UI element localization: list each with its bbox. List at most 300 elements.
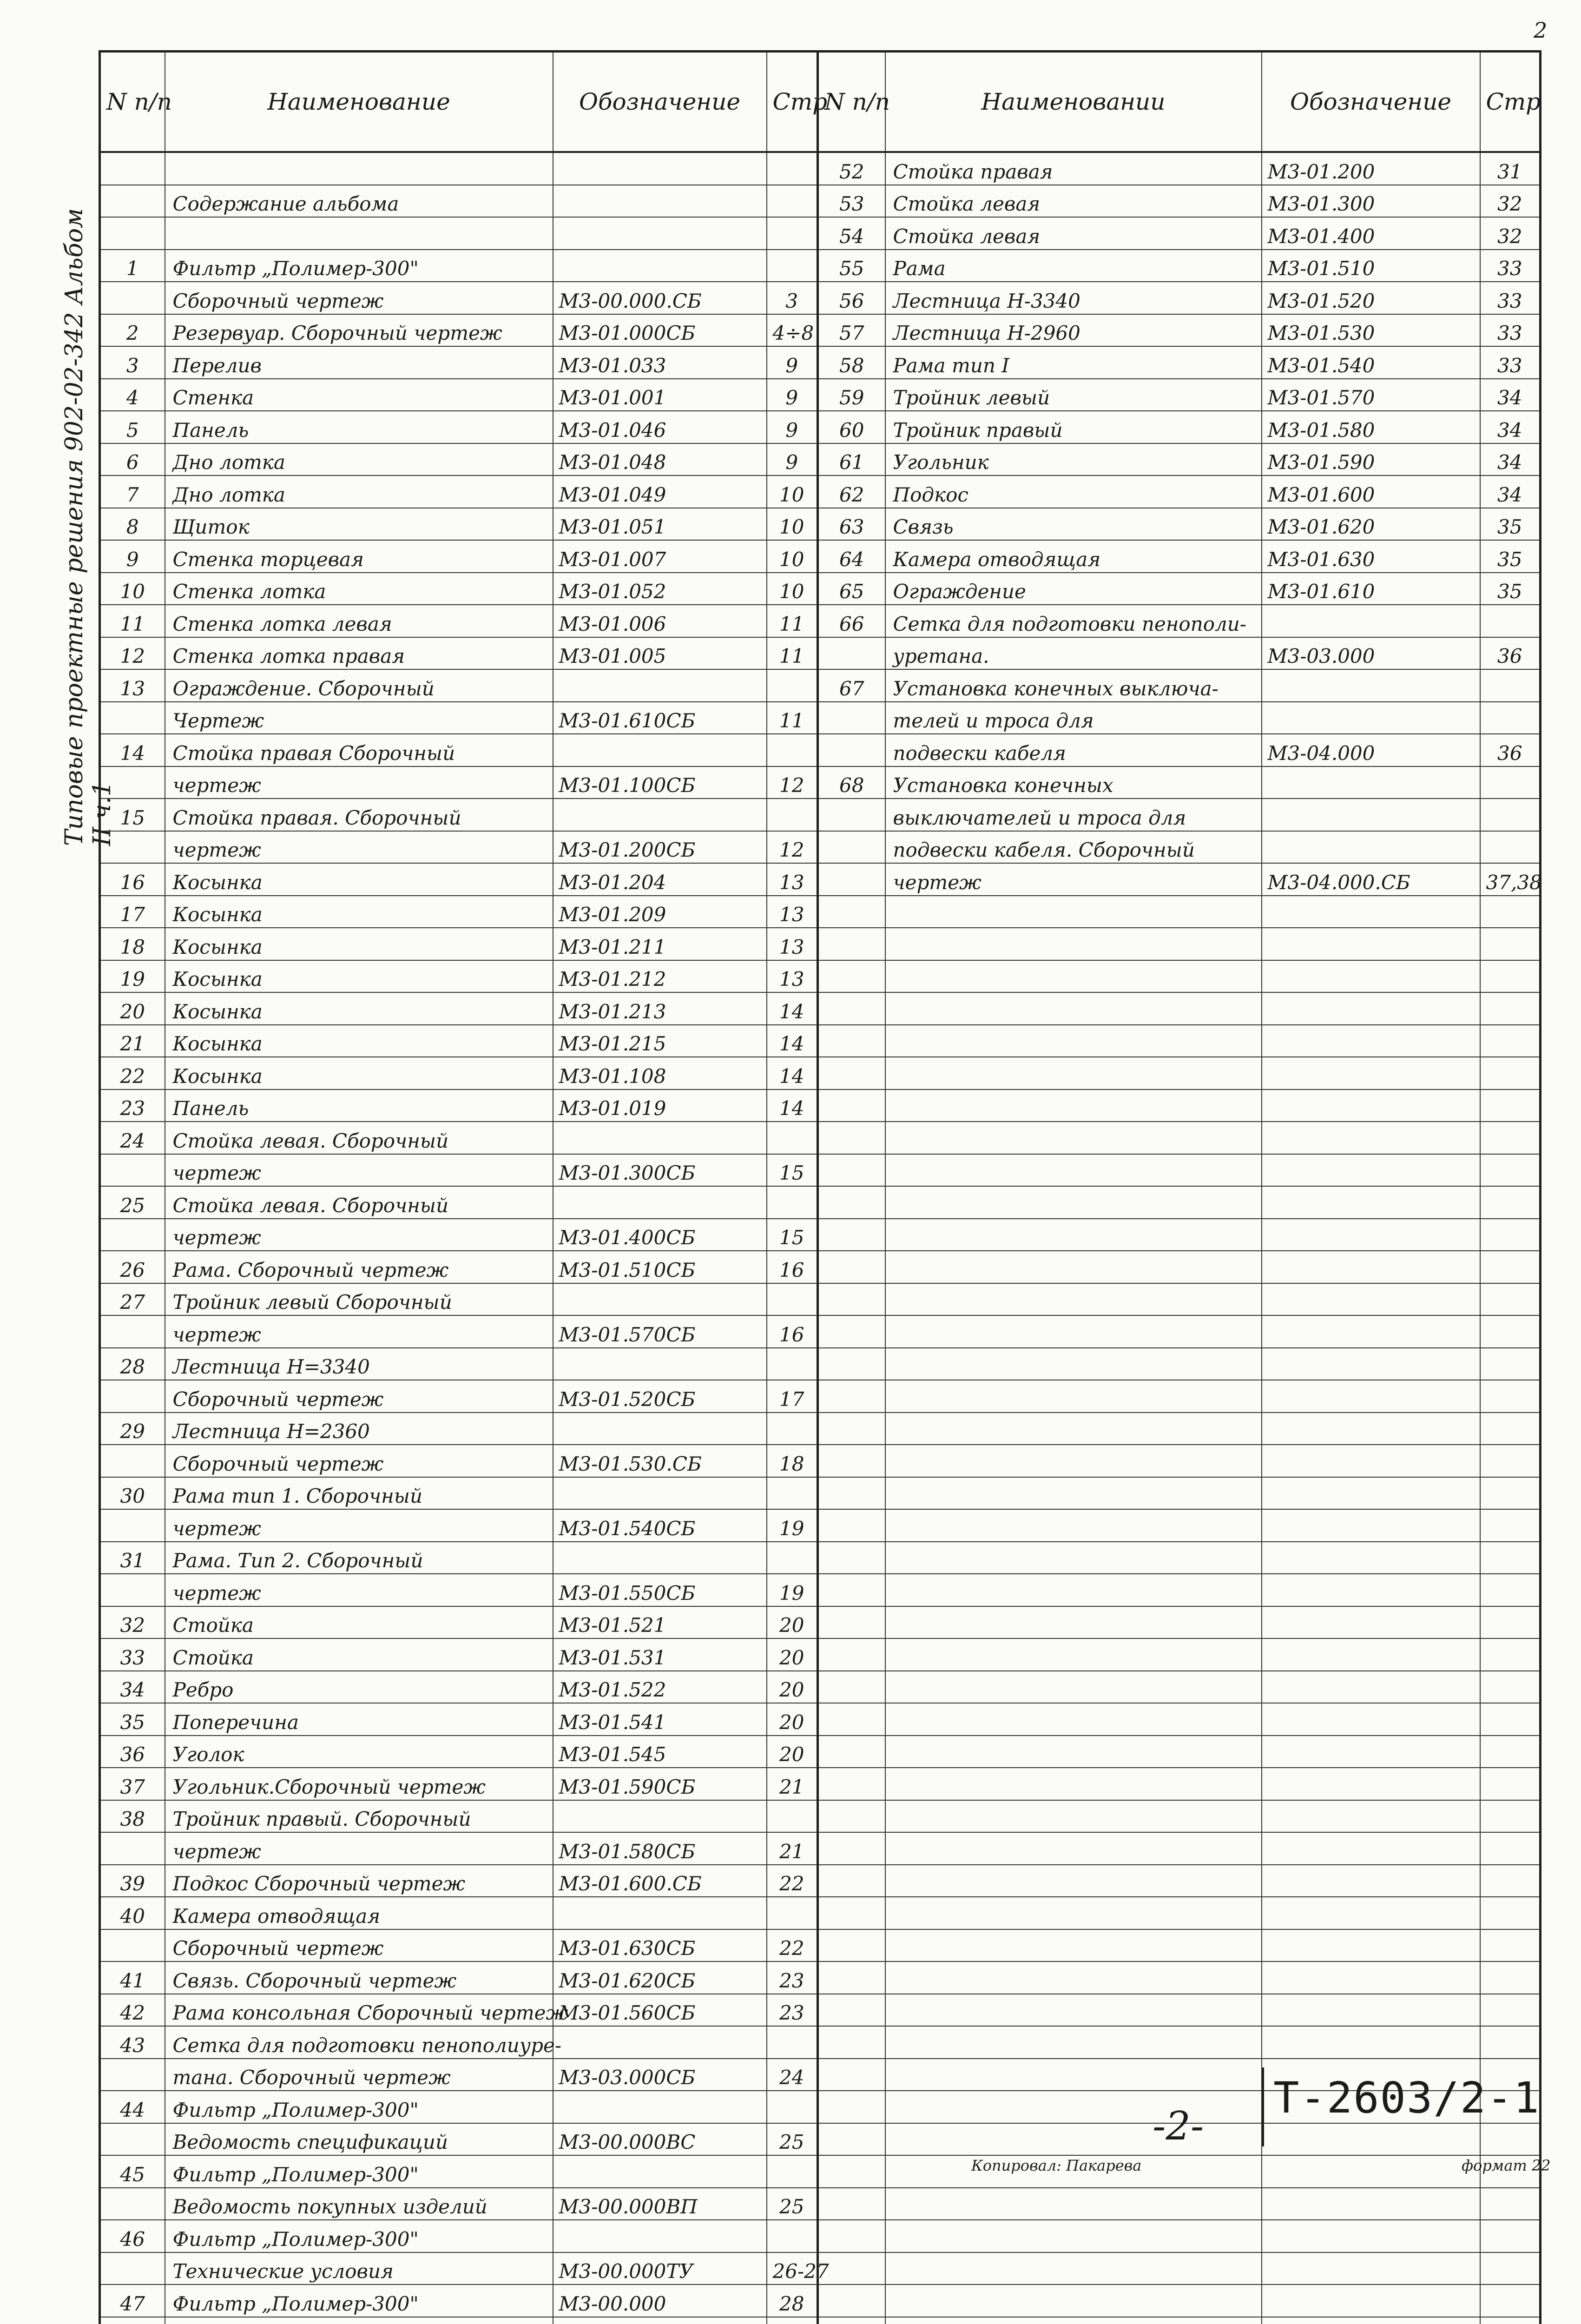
row-page	[767, 250, 818, 282]
row-number	[818, 1606, 885, 1639]
row-name	[885, 2188, 1262, 2220]
row-number	[818, 2252, 885, 2285]
row-name	[885, 1832, 1262, 1865]
row-designation	[553, 185, 767, 218]
row-number	[818, 1122, 885, 1154]
row-page: 9	[767, 346, 818, 379]
table-row	[818, 1413, 1541, 1445]
table-row	[100, 831, 818, 864]
row-designation: М3-01.540	[1262, 346, 1480, 379]
row-page	[767, 185, 818, 218]
row-name: Ребро	[165, 1671, 553, 1703]
row-number	[100, 766, 165, 799]
table-row	[100, 1251, 818, 1283]
row-number	[100, 702, 165, 734]
row-designation: М3-01.530	[1262, 314, 1480, 347]
row-name: Стойка левая. Сборочный	[165, 1122, 553, 1154]
table-row	[818, 1509, 1541, 1542]
row-name: Содержание альбома	[165, 185, 553, 218]
table-row	[100, 1315, 818, 1348]
row-name: чертеж	[165, 1574, 553, 1606]
row-designation: М3-01.007	[553, 540, 767, 573]
row-page	[1480, 1122, 1541, 1154]
table-row	[100, 2284, 818, 2317]
table-row	[818, 1380, 1541, 1413]
table-row	[100, 896, 818, 928]
row-page: 34	[1480, 443, 1541, 476]
row-number	[100, 2123, 165, 2156]
row-page: 20	[767, 1703, 818, 1736]
row-page	[1480, 799, 1541, 831]
table-row	[818, 1025, 1541, 1057]
row-name: уретана.	[885, 637, 1262, 670]
row-designation	[553, 1186, 767, 1219]
row-designation: М3-01.541	[553, 1703, 767, 1736]
row-page	[1480, 1574, 1541, 1606]
row-page: 13	[767, 960, 818, 993]
row-name	[885, 1736, 1262, 1768]
table-row	[100, 508, 818, 541]
page-marker: -2-	[1153, 2103, 1204, 2149]
row-designation: М3-03.000СБ	[553, 2059, 767, 2091]
row-number: 2	[100, 314, 165, 347]
table-row	[100, 637, 818, 670]
row-name	[885, 1961, 1262, 1994]
row-number: 17	[100, 896, 165, 928]
row-name	[165, 152, 553, 185]
row-name	[885, 1380, 1262, 1413]
row-designation	[553, 250, 767, 282]
row-page: 10	[767, 475, 818, 508]
row-designation: М3-01.005	[553, 637, 767, 670]
row-number: 39	[100, 1865, 165, 1897]
row-name: телей и троса для	[885, 702, 1262, 734]
row-designation: М3-01.209	[553, 896, 767, 928]
row-number: 36	[100, 1736, 165, 1768]
row-name	[885, 1025, 1262, 1057]
row-number: 56	[818, 282, 885, 314]
table-row	[100, 1348, 818, 1380]
row-page	[767, 734, 818, 766]
row-page	[1480, 896, 1541, 928]
table-row	[100, 702, 818, 734]
row-designation: М3-01.580	[1262, 411, 1480, 443]
row-designation	[1262, 1768, 1480, 1800]
row-designation: М3-03.000	[1262, 637, 1480, 670]
row-designation: М3-01.610СБ	[553, 702, 767, 734]
table-row	[100, 411, 818, 443]
row-designation	[1262, 1832, 1480, 1865]
row-page: 35	[1480, 540, 1541, 573]
table-row	[818, 1315, 1541, 1348]
row-number: 34	[100, 1671, 165, 1703]
row-number: 20	[100, 992, 165, 1025]
table-row	[100, 1832, 818, 1865]
row-number	[818, 2091, 885, 2123]
row-page	[1480, 1025, 1541, 1057]
table-row	[100, 379, 818, 411]
row-designation: М3-01.006	[553, 605, 767, 637]
row-designation	[1262, 1509, 1480, 1542]
row-page	[767, 2091, 818, 2123]
row-name	[885, 1638, 1262, 1671]
row-page	[1480, 702, 1541, 734]
table-row	[100, 1413, 818, 1445]
row-number: 58	[818, 346, 885, 379]
table-row	[100, 217, 818, 250]
table-row	[100, 573, 818, 605]
row-name: Чертеж	[165, 702, 553, 734]
row-number	[818, 1154, 885, 1187]
row-designation: М3-04.000	[1262, 734, 1480, 766]
row-number: 45	[100, 2155, 165, 2188]
row-number: 43	[100, 2026, 165, 2059]
row-designation	[553, 799, 767, 831]
row-name: Поперечина	[165, 1703, 553, 1736]
row-page: 34	[1480, 475, 1541, 508]
table-row	[818, 1574, 1541, 1606]
row-page	[1480, 1768, 1541, 1800]
row-name: Косынка	[165, 992, 553, 1025]
row-designation	[1262, 605, 1480, 637]
row-designation: М3-01.590СБ	[553, 1768, 767, 1800]
row-page	[1480, 605, 1541, 637]
row-name: выключателей и троса для	[885, 799, 1262, 831]
row-name: Подкос Сборочный чертеж	[165, 1865, 553, 1897]
row-number	[818, 1315, 885, 1348]
row-designation	[553, 2026, 767, 2059]
row-name: Дно лотка	[165, 443, 553, 476]
header-name: Наименование	[165, 52, 553, 152]
row-page: 21	[767, 1768, 818, 1800]
row-number: 24	[100, 1122, 165, 1154]
row-number: 67	[818, 669, 885, 702]
table-row	[100, 1736, 818, 1768]
row-name: тана. Сборочный чертеж	[165, 2059, 553, 2091]
table-row	[100, 1638, 818, 1671]
row-name	[885, 1283, 1262, 1316]
row-page: 11	[767, 605, 818, 637]
row-designation	[1262, 702, 1480, 734]
table-row	[100, 1671, 818, 1703]
row-page	[767, 1477, 818, 1510]
row-page: 3	[767, 282, 818, 314]
row-designation: М3-01.215	[553, 1025, 767, 1057]
row-name	[165, 2317, 553, 2324]
table-row	[818, 605, 1541, 637]
row-designation: М3-01.600	[1262, 475, 1480, 508]
row-page	[1480, 2188, 1541, 2220]
row-number: 63	[818, 508, 885, 541]
row-name: Камера отводящая	[885, 540, 1262, 573]
row-page: 33	[1480, 282, 1541, 314]
row-number	[818, 799, 885, 831]
row-name: чертеж	[165, 1509, 553, 1542]
table-row	[100, 1865, 818, 1897]
row-page	[1480, 1283, 1541, 1316]
drawing-code: Т-2603/2-1	[1273, 2073, 1540, 2123]
row-designation: М3-00.000ВП	[553, 2188, 767, 2220]
row-designation: М3-01.520	[1262, 282, 1480, 314]
row-number	[100, 1219, 165, 1251]
table-row	[100, 1703, 818, 1736]
table-row	[818, 1348, 1541, 1380]
row-name: Камера отводящая	[165, 1897, 553, 1929]
row-page	[767, 1122, 818, 1154]
table-row	[818, 379, 1541, 411]
row-name	[885, 2091, 1262, 2123]
row-number: 18	[100, 928, 165, 960]
row-page: 12	[767, 766, 818, 799]
row-designation	[553, 1283, 767, 1316]
row-page	[767, 1186, 818, 1219]
row-name: Установка конечных	[885, 766, 1262, 799]
row-page	[767, 1542, 818, 1574]
table-row	[818, 1186, 1541, 1219]
row-number	[818, 734, 885, 766]
row-designation	[1262, 2188, 1480, 2220]
row-page	[767, 799, 818, 831]
row-number: 9	[100, 540, 165, 573]
row-designation: М3-01.100СБ	[553, 766, 767, 799]
table-row	[818, 896, 1541, 928]
row-number	[100, 1380, 165, 1413]
row-designation: М3-01.560СБ	[553, 1994, 767, 2027]
row-designation	[553, 1477, 767, 1510]
row-page	[1480, 1703, 1541, 1736]
row-designation	[1262, 669, 1480, 702]
row-designation	[1262, 1413, 1480, 1445]
header-page: Стр	[767, 52, 818, 152]
row-name: Сборочный чертеж	[165, 282, 553, 314]
table-row	[100, 2026, 818, 2059]
table-row	[818, 992, 1541, 1025]
row-designation	[1262, 1865, 1480, 1897]
row-designation	[1262, 1251, 1480, 1283]
row-designation	[553, 1542, 767, 1574]
row-number	[100, 1315, 165, 1348]
row-designation	[1262, 1057, 1480, 1089]
row-name	[885, 1413, 1262, 1445]
row-page	[1480, 1057, 1541, 1089]
row-page	[767, 2026, 818, 2059]
row-number	[818, 896, 885, 928]
row-page: 36	[1480, 637, 1541, 670]
table-row	[100, 1122, 818, 1154]
row-name: Рама. Сборочный чертеж	[165, 1251, 553, 1283]
row-number	[818, 1509, 885, 1542]
row-designation: М3-01.400	[1262, 217, 1480, 250]
header-page: Стр	[1480, 52, 1541, 152]
row-page	[1480, 1154, 1541, 1187]
table-row	[100, 605, 818, 637]
row-number	[818, 1929, 885, 1962]
row-number: 61	[818, 443, 885, 476]
table-row	[818, 2155, 1541, 2188]
table-row	[100, 2188, 818, 2220]
row-page	[1480, 928, 1541, 960]
row-name: Стойка	[165, 1606, 553, 1639]
table-row	[818, 346, 1541, 379]
row-page: 20	[767, 1606, 818, 1639]
table-row	[100, 960, 818, 993]
row-name: чертеж	[165, 1832, 553, 1865]
table-row	[100, 2059, 818, 2091]
row-name	[885, 1315, 1262, 1348]
row-number	[818, 2317, 885, 2324]
table-row	[818, 1542, 1541, 1574]
row-name	[885, 896, 1262, 928]
table-row	[818, 2188, 1541, 2220]
row-name: Тройник правый. Сборочный	[165, 1800, 553, 1833]
row-page: 16	[767, 1251, 818, 1283]
row-page: 14	[767, 1057, 818, 1089]
row-designation: М3-01.620СБ	[553, 1961, 767, 1994]
row-name	[885, 1768, 1262, 1800]
row-number	[818, 2188, 885, 2220]
table-row	[100, 1994, 818, 2027]
row-name: Косынка	[165, 960, 553, 993]
row-name	[885, 1186, 1262, 1219]
row-designation	[1262, 831, 1480, 864]
row-page: 25	[767, 2123, 818, 2156]
table-row	[100, 475, 818, 508]
row-designation	[553, 2220, 767, 2252]
row-number: 66	[818, 605, 885, 637]
row-number	[818, 1994, 885, 2027]
table-row	[818, 1445, 1541, 1477]
row-name: Фильтр „Полимер-300"	[165, 2091, 553, 2123]
row-name: Тройник правый	[885, 411, 1262, 443]
table-row	[100, 1089, 818, 1122]
row-name	[885, 1574, 1262, 1606]
table-row	[818, 1057, 1541, 1089]
row-number	[818, 863, 885, 896]
row-designation: М3-01.510СБ	[553, 1251, 767, 1283]
row-name	[885, 1251, 1262, 1283]
row-name: Установка конечных выключа-	[885, 669, 1262, 702]
row-number	[818, 1025, 885, 1057]
row-designation: М3-01.000СБ	[553, 314, 767, 347]
row-designation: М3-01.200СБ	[553, 831, 767, 864]
table-row	[818, 1671, 1541, 1703]
row-number	[818, 1089, 885, 1122]
row-page: 10	[767, 540, 818, 573]
row-designation	[1262, 1897, 1480, 1929]
row-page	[767, 1897, 818, 1929]
row-designation	[1262, 928, 1480, 960]
row-page: 10	[767, 508, 818, 541]
table-row	[100, 1800, 818, 1833]
row-designation: М3-01.052	[553, 573, 767, 605]
table-row	[100, 669, 818, 702]
table-row	[818, 1832, 1541, 1865]
row-number	[818, 1897, 885, 1929]
row-number	[100, 2188, 165, 2220]
row-designation	[1262, 799, 1480, 831]
row-designation: М3-01.211	[553, 928, 767, 960]
row-designation: М3-01.200	[1262, 152, 1480, 185]
row-number	[818, 1832, 885, 1865]
row-name: Тройник левый Сборочный	[165, 1283, 553, 1316]
row-name: Стенка лотка	[165, 573, 553, 605]
row-page: 14	[767, 992, 818, 1025]
table-row	[818, 1800, 1541, 1833]
row-designation: М3-01.019	[553, 1089, 767, 1122]
row-page: 22	[767, 1865, 818, 1897]
row-name: Фильтр „Полимер-300"	[165, 2155, 553, 2188]
row-number	[818, 2220, 885, 2252]
row-designation: М3-01.630	[1262, 540, 1480, 573]
row-name: чертеж	[165, 1154, 553, 1187]
row-designation: М3-01.521	[553, 1606, 767, 1639]
row-page	[1480, 992, 1541, 1025]
row-name: Косынка	[165, 1057, 553, 1089]
header-name: Наименовании	[885, 52, 1262, 152]
row-designation	[1262, 2026, 1480, 2059]
row-name	[885, 2059, 1262, 2091]
row-name: Стойка правая Сборочный	[165, 734, 553, 766]
table-row	[100, 1380, 818, 1413]
row-name: Косынка	[165, 896, 553, 928]
row-number	[100, 2252, 165, 2285]
table-row	[818, 766, 1541, 799]
row-name: Сборочный чертеж	[165, 1380, 553, 1413]
row-number: 42	[100, 1994, 165, 2027]
row-designation: М3-00.000ВС	[553, 2123, 767, 2156]
row-number: 57	[818, 314, 885, 347]
row-page: 18	[767, 1445, 818, 1477]
row-number	[818, 960, 885, 993]
row-designation: М3-01.001	[553, 379, 767, 411]
row-designation	[1262, 1800, 1480, 1833]
row-page	[1480, 1413, 1541, 1445]
row-number: 62	[818, 475, 885, 508]
row-page: 25	[767, 2188, 818, 2220]
row-name: чертеж	[165, 1219, 553, 1251]
row-number: 40	[100, 1897, 165, 1929]
row-number: 7	[100, 475, 165, 508]
row-designation	[1262, 1736, 1480, 1768]
table-header-row	[818, 52, 1541, 152]
row-number	[818, 2059, 885, 2091]
row-designation	[1262, 2317, 1480, 2324]
row-number: 12	[100, 637, 165, 670]
row-name: Фильтр „Полимер-300"	[165, 250, 553, 282]
table-row	[100, 282, 818, 314]
row-name: Рама консольная Сборочный чертеж	[165, 1994, 553, 2027]
row-page: 23	[767, 1994, 818, 2027]
row-designation	[1262, 1961, 1480, 1994]
row-page	[1480, 2123, 1541, 2156]
row-designation	[1262, 896, 1480, 928]
row-designation: М3-01.051	[553, 508, 767, 541]
table-row	[818, 1283, 1541, 1316]
row-number: 5	[100, 411, 165, 443]
table-row	[818, 1251, 1541, 1283]
table-row	[100, 928, 818, 960]
row-designation: М3-01.520СБ	[553, 1380, 767, 1413]
row-number: 11	[100, 605, 165, 637]
row-name: Косынка	[165, 863, 553, 896]
row-designation	[553, 1800, 767, 1833]
row-name: Фильтр „Полимер-300"	[165, 2284, 553, 2317]
row-number: 31	[100, 1542, 165, 1574]
row-number: 32	[100, 1606, 165, 1639]
table-row	[818, 152, 1541, 185]
row-page	[767, 2317, 818, 2324]
table-row	[818, 1865, 1541, 1897]
